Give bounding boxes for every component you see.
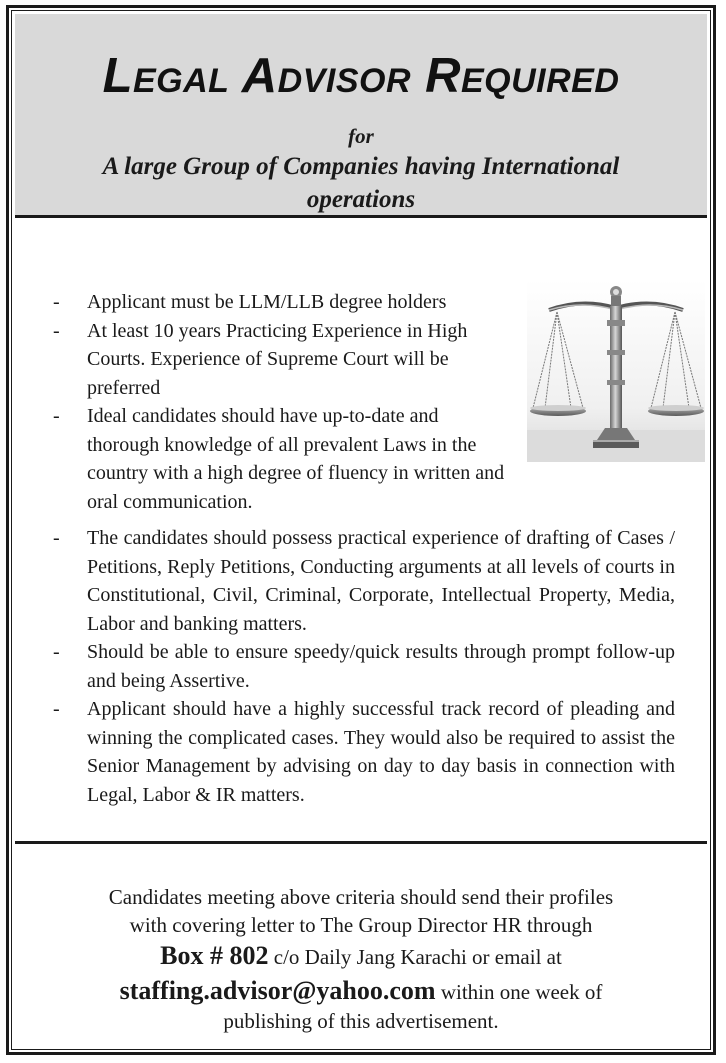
ad-for-line: for xyxy=(348,124,374,148)
list-item xyxy=(15,317,535,403)
requirement-text: Ideal candidates should have up-to-date and thorough knowledge of all prevalent Laws in the country with a high degree of fluency in written and oral communication. xyxy=(87,405,505,513)
box-number: Box # 802 xyxy=(160,941,269,970)
list-item xyxy=(15,524,697,638)
bullet-dash: - xyxy=(53,698,60,720)
requirements-section xyxy=(15,218,707,844)
bullet-dash: - xyxy=(53,641,60,663)
requirement-text: At least 10 years Practicing Experience in High Courts. Experience of Supreme Court will be preferred xyxy=(87,319,468,399)
instructions-line: Candidates meeting above criteria should send their profiles xyxy=(108,885,614,909)
scales-of-justice-icon xyxy=(527,280,705,462)
requirement-text: The candidates should possess practical experience of drafting of Cases / Petitions, Reply Petitions, Conducting arguments at all levels of courts in Constitutional, Civil, Criminal, Corporate, Intellectual Property, Media, Labor and banking matters. xyxy=(87,527,675,635)
ad-subtitle: A large Group of Companies having International operations xyxy=(102,153,620,213)
ad-header xyxy=(15,14,707,218)
requirements-list-bottom xyxy=(15,524,697,809)
requirement-text: Should be able to ensure speedy/quick results through prompt follow-up and being Assertive. xyxy=(87,641,675,692)
requirement-text: Applicant must be LLM/LLB degree holders xyxy=(87,291,447,313)
contact-email[interactable]: staffing.advisor@yahoo.com xyxy=(119,976,436,1005)
application-instructions xyxy=(15,847,707,1047)
list-item xyxy=(15,402,535,516)
bullet-dash: - xyxy=(53,291,60,313)
ad-title: Legal Advisor Required xyxy=(102,49,620,103)
list-item xyxy=(15,638,697,695)
bullet-dash: - xyxy=(53,405,60,427)
advertisement-frame xyxy=(6,5,716,1055)
list-item xyxy=(15,695,697,809)
box-number-line xyxy=(15,939,707,974)
bullet-dash: - xyxy=(53,319,60,342)
email-line xyxy=(15,973,707,1010)
requirements-list-top xyxy=(15,288,535,516)
box-number-rest: c/o Daily Jang Karachi or email at xyxy=(268,945,562,969)
email-rest: within one week of xyxy=(435,980,603,1004)
instructions-line: publishing of this advertisement. xyxy=(223,1009,499,1033)
instructions-line: with covering letter to The Group Director HR through xyxy=(129,913,593,937)
bullet-dash: - xyxy=(53,527,60,549)
list-item xyxy=(15,288,535,317)
requirement-text: Applicant should have a highly successful track record of pleading and winning the complicated cases. They would also be required to assist the Senior Management by advising on day to day basis in connection with Legal, Labor & IR matters. xyxy=(87,698,675,806)
